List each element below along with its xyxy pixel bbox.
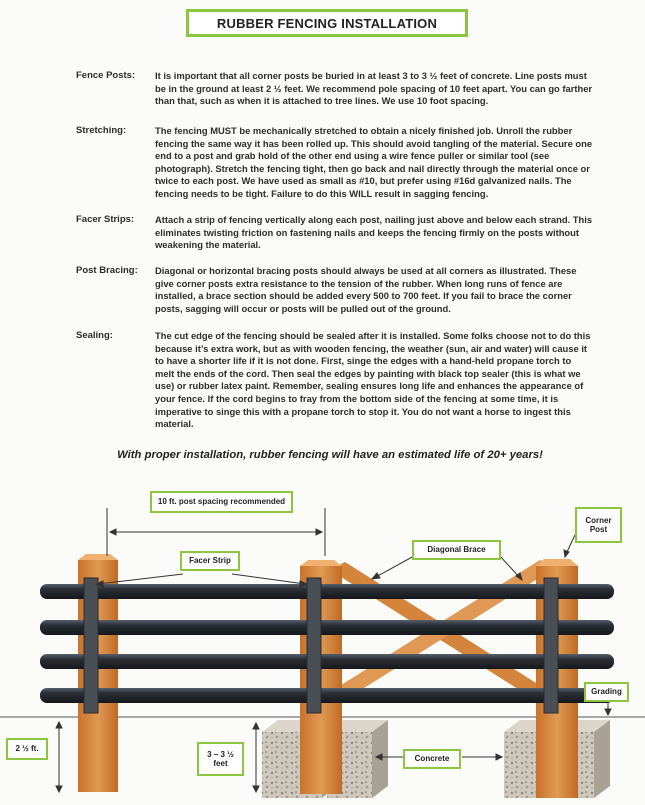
section-label: Fence Posts: — [76, 70, 136, 81]
concrete-callout: Concrete — [403, 749, 461, 769]
section-text: Attach a strip of fencing vertically along each post, nailing just above and below each strand. This eliminates twisting friction on fastening nails and keeps the fencing firmly on the posts without weakening the material. — [155, 214, 593, 251]
facer-strip-callout: Facer Strip — [180, 551, 240, 571]
corner-post-callout: Corner Post — [575, 507, 622, 543]
post-depth-callout: 2 ½ ft. — [6, 738, 48, 760]
section-text: It is important that all corner posts be buried in at least 3 to 3 ½ feet of concrete. Line posts must be in the ground at least 2 ½ feet. We recommend pole spacing of 10 feet apart. You can go farther than that, such as when it is attached to tree lines. We use 10 foot spacing. — [155, 70, 593, 107]
page-title: RUBBER FENCING INSTALLATION — [186, 9, 468, 37]
spacing-dimension — [107, 508, 325, 556]
fence-diagram — [0, 480, 645, 805]
section-text: The cut edge of the fencing should be sealed after it is installed. Some folks choose not to do this because it’s extra work, but as with wooden fencing, the weather (sun, air and water) will cause it to have a shorter life if it is not done. First, singe the edges with a hand-held propane torch to melt the ends of the cord. Then seal the edges by painting with black top sealer (this is what we use) or rubber latex paint. Remember, sealing ensures long life and enhances the appearance of your fence. If the cord begins to fray from the bottom side of the fencing at some time, it is imperative to singe this with a propane torch to stop it. You do not want a horse to ingest this material. — [155, 330, 591, 430]
diagonal-brace-callout: Diagonal Brace — [412, 540, 501, 560]
section-label: Facer Strips: — [76, 214, 135, 225]
section-text: The fencing MUST be mechanically stretched to obtain a nicely finished job. Unroll the rubber fencing the same way it has been rolled up. This should avoid tangling of the material. Secure one end to a post and grab hold of the other end using a wire fence puller or similar tool (see photograph). Stretch the fencing tight, then go back and nail directly through the material once or twice to each post. We have used as small as #10, but prefer using #16d galvanized nails. The fencing needs to be tight. Failure to do this WILL result in sagging fencing. — [155, 125, 593, 199]
section-text: Diagonal or horizontal bracing posts should always be used at all corners as illustrated. These give corner posts extra resistance to the tension of the rubber. When long runs of fence are installed, a brace section should be added every 500 to 700 feet. If you fail to brace the corner posts, sagging will occur or posts will be pulled out of the ground. — [155, 265, 577, 314]
section-label: Sealing: — [76, 330, 113, 341]
section-label: Stretching: — [76, 125, 127, 136]
fence-illustration — [0, 480, 645, 800]
tagline: With proper installation, rubber fencing will have an estimated life of 20+ years! — [117, 449, 543, 461]
concrete-depth-callout: 3 – 3 ½ feet — [197, 742, 244, 776]
grading-callout: Grading — [584, 682, 629, 702]
spacing-callout: 10 ft. post spacing recommended — [150, 491, 293, 513]
section-label: Post Bracing: — [76, 265, 138, 276]
